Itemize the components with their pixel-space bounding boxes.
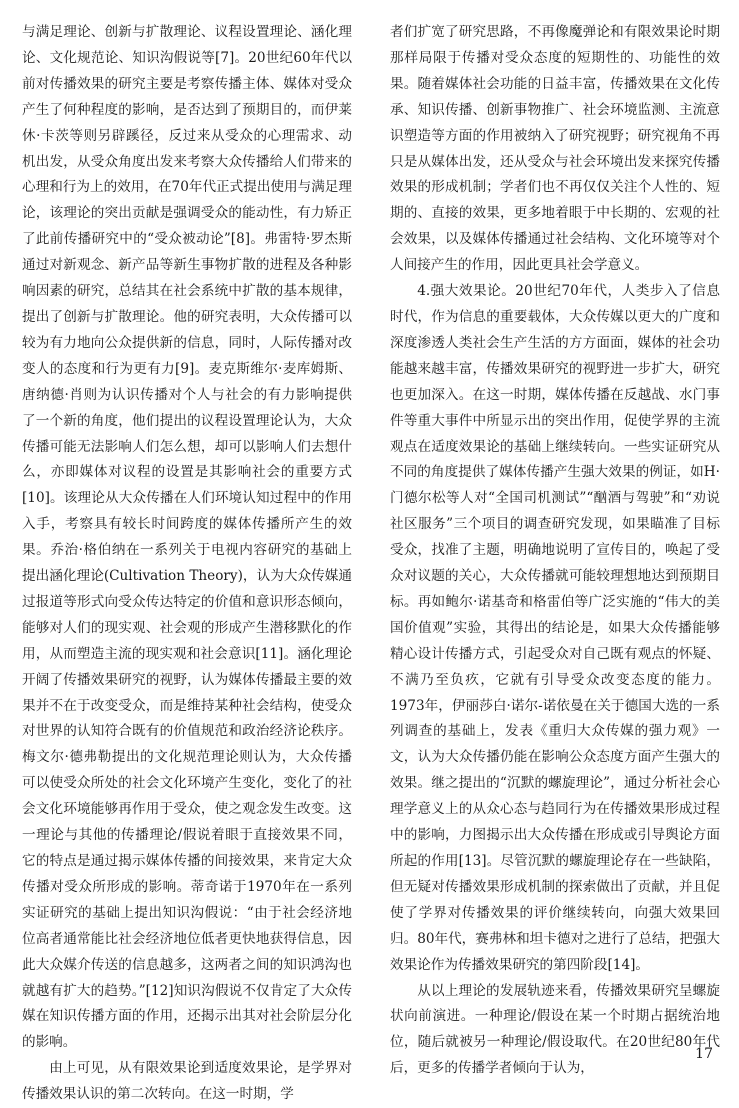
paragraph: 与满足理论、创新与扩散理论、议程设置理论、涵化理论、文化规范论、知识沟假说等[7]。20世纪60年代以前对传播效果的研究主要是考察传播主体、媒体对受众产生了何种程度的影响，是否达到了预期目的，而伊莱休·卡茨等则另辟蹊径，反过来从受众的心理需求、动机出发，从受众角度出发来考察大众传播给人们带来的心理和行为上的效用，在70年代正式提出使用与满足理论，该理论的突出贡献是强调受众的能动性，有力矫正了此前传播研究中的“受众被动论”[8]。弗雷特·罗杰斯通过对新观念、新产品等新生事物扩散的进程及各种影响因素的研究，总结其在社会系统中扩散的基本规律，提出了创新与扩散理论。他的研究表明，大众传播可以较为有力地向公众提供新的信息，同时，人际传播对改变人的态度和行为更有力[9]。麦克斯维尔·麦库姆斯、唐纳德·肖则为认识传播对个人与社会的有力影响提供了一个新的角度，他们提出的议程设置理论认为，大众传播可能无法影响人们怎么想，却可以影响人们去想什么，亦即媒体对议程的设置是其影响社会的重要方式[10]。该理论从大众传播在人们环境认知过程中的作用入手，考察具有较长时间跨度的媒体传播所产生的效果。乔治·格伯纳在一系列关于电视内容研究的基础上提出涵化理论(Cultivation Theory)，认为大众传媒通过报道等形式向受众传达特定的价值和意识形态倾向，能够对人们的现实观、社会观的形成产生潜移默化的作用，从而塑造主流的现实观和社会意识[11]。涵化理论开阔了传播效果研究的视野，认为媒体传播最主要的效果并不在于改变受众，而是维持某种社会结构，使受众对世界的认知符合既有的价值规范和政治经济论秩序。梅文尔·德弗勒提出的文化规范理论则认为，大众传播可以使受众所处的社会文化环境产生变化，变化了的社会文化环境能够再作用于受众，使之观念发生改变。这一理论与其他的传播理论/假说着眼于直接效果不同，它的特点是通过揭示媒体传播的间接效果，来肯定大众传播对受众所形成的影响。蒂奇诺于1970年在一系列实证研究的基础上提出知识沟假说：“由于社会经济地位高者通常能比社会经济地位低者更快地获得信息，因此大众媒介传送的信息越多，这两者之间的知识鸿沟也就越有扩大的趋势。”[12]知识沟假说不仅肯定了大众传媒在知识传播方面的作用，还揭示出其对社会阶层分化的影响。 (22, 24, 352, 1051)
left-column (22, 20, 352, 1108)
paragraph: 由上可见，从有限效果论到适度效果论，是学界对传播效果认识的第二次转向。在这一时期，学 (22, 1060, 352, 1103)
paragraph: 4.强大效果论。20世纪70年代，人类步入了信息时代，作为信息的重要载体，大众传媒以更大的广度和深度渗透人类社会生产生活的方方面面，媒体的社会功能越来越丰富，传播效果研究的视野进一步扩大，研究也更加深入。在这一时期，媒体传播在反越战、水门事件等重大事件中所显示出的突出作用，促使学界的主流观点在适度效果论的基础上继续转向。一些实证研究从不同的角度提供了媒体传播产生强大效果的例证，如H·门德尔松等人对“全国司机测试”“酗酒与驾驶”和“劝说社区服务”三个项目的调查研究发现，如果瞄准了目标受众，找准了主题，明确地说明了宣传目的，唤起了受众对议题的关心，大众传播就可能较理想地达到预期目标。再如鲍尔·诺基奇和格雷伯等广泛实施的“伟大的美国价值观”实验，其得出的结论是，如果大众传播能够精心设计传播方式，引起受众对自己既有观点的怀疑、不满乃至负疚，它就有引导受众改变态度的能力。1973年，伊丽莎白·诺尔-诺依曼在关于德国大选的一系列调查的基础上，发表《重归大众传媒的强力观》一文，认为大众传播仍能在影响公众态度方面产生强大的效果。继之提出的“沉默的螺旋理论”，通过分析社会心理学意义上的从众心态与趋同行为在传播效果形成过程中的影响，力图揭示出大众传播在形成或引导舆论方面所起的作用[13]。尽管沉默的螺旋理论存在一些缺陷，但无疑对传播效果形成机制的探索做出了贡献，并且促使了学界对传播效果的评价继续转向，向强大效果回归。80年代，赛弗林和坦卡德对之进行了总结，把强大效果论作为传播效果研究的第四阶段[14]。 (390, 283, 720, 973)
page-number: 17 (695, 1046, 713, 1062)
paragraph: 从以上理论的发展轨迹来看，传播效果研究呈螺旋状向前演进。一种理论/假设在某一个时期占据统治地位，随后就被另一种理论/假设取代。在20世纪80年代后，更多的传播学者倾向于认为， (390, 982, 720, 1077)
right-column (390, 20, 720, 1082)
paragraph: 者们扩宽了研究思路，不再像魔弹论和有限效果论时期那样局限于传播对受众态度的短期性的、功能性的效果。随着媒体社会功能的日益丰富，传播效果在文化传承、知识传播、创新事物推广、社会环境监测、主流意识塑造等方面的作用被纳入了研究视野；研究视角不再只是从媒体出发，还从受众与社会环境出发来探究传播效果的形成机制；学者们也不再仅仅关注个人性的、短期的、直接的效果，更多地着眼于中长期的、宏观的社会效果，以及媒体传播通过社会结构、文化环境等对个人间接产生的作用，因此更具社会学意义。 (390, 24, 720, 274)
